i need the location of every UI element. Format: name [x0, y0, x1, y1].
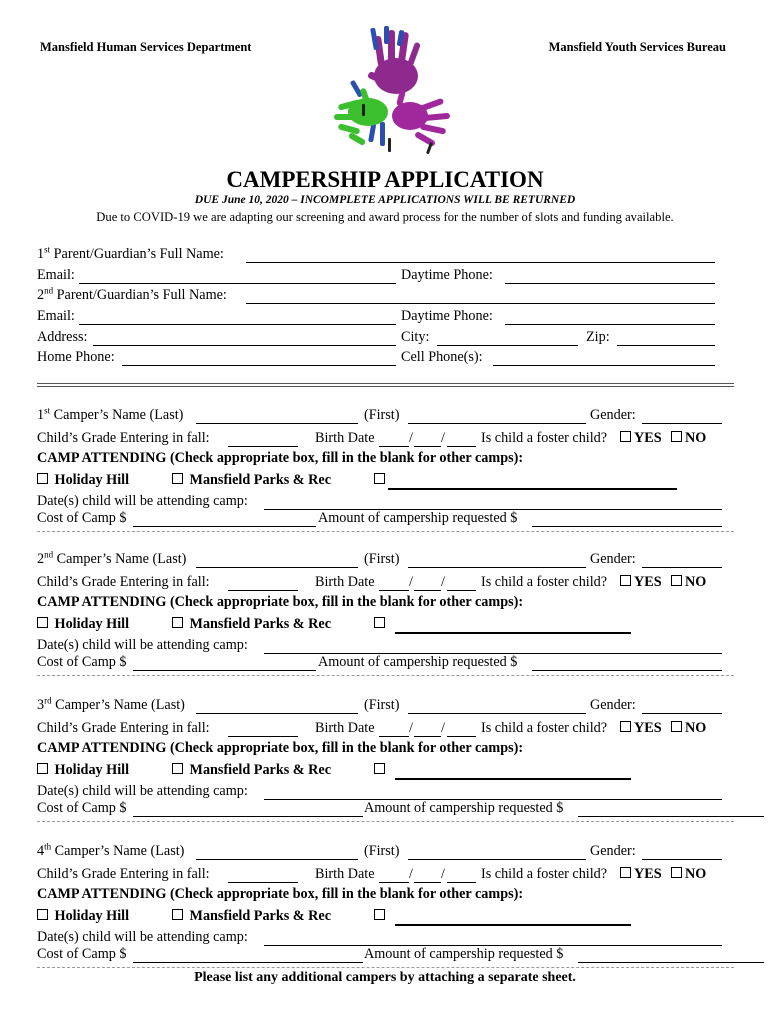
camper-first-name-field[interactable] — [408, 847, 586, 860]
camper-birth-year-field[interactable] — [447, 724, 476, 737]
camper-birth-month-field[interactable] — [379, 578, 409, 591]
camper-num: 3 — [37, 697, 45, 713]
foster-no-option[interactable] — [671, 720, 706, 737]
foster-yes-option[interactable] — [620, 430, 662, 447]
birth-slash: / — [441, 866, 445, 882]
zip-label: Zip: — [586, 329, 610, 345]
parent1-num: 1 — [37, 246, 45, 262]
holiday-hill-option[interactable] — [37, 762, 129, 779]
camper-dates-field[interactable] — [264, 641, 722, 654]
birth-slash: / — [409, 430, 413, 446]
camper-grade-label: Child’s Grade Entering in fall: — [37, 720, 210, 736]
birth-slash: / — [409, 574, 413, 590]
camper-birth-month-field[interactable] — [379, 870, 409, 883]
foster-no-option[interactable] — [671, 430, 706, 447]
camper-last-name-field[interactable] — [196, 701, 358, 714]
yes-label: YES — [634, 430, 662, 446]
camp-attending-label: CAMP ATTENDING (Check appropriate box, fill in the blank for other camps): — [37, 740, 524, 756]
footer-note: Please list any additional campers by attaching a separate sheet. — [194, 970, 576, 985]
camper-grade-label: Child’s Grade Entering in fall: — [37, 866, 210, 882]
section-divider — [37, 383, 734, 387]
email2-label: Email: — [37, 308, 75, 324]
hands-logo — [318, 24, 458, 160]
city-label: City: — [401, 329, 430, 345]
camper-name-row — [37, 697, 185, 714]
other-camp-checkbox[interactable] — [374, 473, 385, 484]
mansfield-parks-option[interactable] — [172, 908, 331, 925]
email1-field[interactable] — [79, 271, 396, 284]
holiday-hill-label: Holiday Hill — [54, 472, 130, 488]
camper-first-name-field[interactable] — [408, 555, 586, 568]
camper-gender-field[interactable] — [642, 701, 722, 714]
camper-name-row — [37, 407, 183, 424]
other-camp-option[interactable] — [374, 616, 388, 633]
email1-label: Email: — [37, 267, 75, 283]
camper-foster-label: Is child a foster child? — [481, 574, 608, 590]
camper-amount-field[interactable] — [578, 804, 764, 817]
yes-label: YES — [634, 866, 662, 882]
other-camp-field[interactable] — [395, 766, 631, 780]
mansfield-parks-label: Mansfield Parks & Rec — [189, 908, 332, 924]
camper-first-label: (First) — [364, 551, 400, 567]
camper-amount-label: Amount of campership requested $ — [318, 510, 518, 526]
yes-label: YES — [634, 574, 662, 590]
camper-dates-label: Date(s) child will be attending camp: — [37, 783, 248, 799]
camper-gender-label: Gender: — [590, 843, 636, 859]
covid-note: Due to COVID-19 we are adapting our screening and award process for the number of slots and funding available. — [96, 210, 674, 224]
camper-birth-day-field[interactable] — [414, 434, 441, 447]
camper-cost-field[interactable] — [133, 658, 316, 671]
camper-name-row — [37, 843, 184, 860]
daytime2-label: Daytime Phone: — [401, 308, 493, 324]
holiday-hill-checkbox[interactable] — [37, 909, 48, 920]
camper-dates-label: Date(s) child will be attending camp: — [37, 929, 248, 945]
due-line: DUE June 10, 2020 – INCOMPLETE APPLICATIONS WILL BE RETURNED — [194, 194, 576, 206]
camper-sup: rd — [44, 695, 52, 706]
foster-no-option[interactable] — [671, 574, 706, 591]
camper-name-label: Camper’s Name (Last) — [55, 697, 185, 713]
no-label: NO — [685, 866, 707, 882]
holiday-hill-checkbox[interactable] — [37, 763, 48, 774]
parent1-row — [37, 246, 224, 263]
camper-name-row — [37, 551, 186, 568]
mansfield-parks-checkbox[interactable] — [172, 763, 183, 774]
header-left: Mansfield Human Services Department — [40, 40, 252, 54]
camper-amount-field[interactable] — [532, 658, 722, 671]
camper-grade-field[interactable] — [228, 724, 298, 737]
camper-cost-label: Cost of Camp $ — [37, 946, 127, 962]
camper-birth-month-field[interactable] — [379, 724, 409, 737]
yes-checkbox[interactable] — [620, 867, 631, 878]
mansfield-parks-checkbox[interactable] — [172, 617, 183, 628]
mansfield-parks-checkbox[interactable] — [172, 909, 183, 920]
camper-amount-label: Amount of campership requested $ — [318, 654, 518, 670]
camper-birth-year-field[interactable] — [447, 434, 476, 447]
camper-first-label: (First) — [364, 843, 400, 859]
camper-separator — [37, 675, 734, 676]
other-camp-option[interactable] — [374, 908, 388, 925]
yes-checkbox[interactable] — [620, 721, 631, 732]
camper-dates-field[interactable] — [264, 787, 722, 800]
camper-name-label: Camper’s Name (Last) — [56, 551, 187, 567]
camper-foster-label: Is child a foster child? — [481, 720, 608, 736]
camper-gender-field[interactable] — [642, 555, 722, 568]
mansfield-parks-option[interactable] — [172, 472, 331, 489]
camper-grade-field[interactable] — [228, 434, 298, 447]
camper-amount-label: Amount of campership requested $ — [364, 946, 564, 962]
camper-first-label: (First) — [364, 407, 400, 423]
other-camp-field[interactable] — [388, 476, 677, 490]
camper-gender-field[interactable] — [642, 411, 722, 424]
camper-birth-day-field[interactable] — [414, 870, 441, 883]
city-field[interactable] — [437, 333, 578, 346]
camper-gender-label: Gender: — [590, 697, 636, 713]
no-label: NO — [685, 430, 707, 446]
holiday-hill-label: Holiday Hill — [54, 908, 130, 924]
camper-sup: nd — [44, 549, 54, 560]
no-checkbox[interactable] — [671, 867, 682, 878]
camp-attending-label: CAMP ATTENDING (Check appropriate box, fill in the blank for other camps): — [37, 450, 524, 466]
camp-attending-label: CAMP ATTENDING (Check appropriate box, fill in the blank for other camps): — [37, 886, 524, 902]
camper-birth-label: Birth Date — [315, 430, 375, 446]
no-checkbox[interactable] — [671, 575, 682, 586]
mansfield-parks-label: Mansfield Parks & Rec — [189, 472, 332, 488]
birth-slash: / — [409, 866, 413, 882]
other-camp-field[interactable] — [395, 620, 631, 634]
camper-first-label: (First) — [364, 697, 400, 713]
mansfield-parks-checkbox[interactable] — [172, 473, 183, 484]
camper-birth-label: Birth Date — [315, 720, 375, 736]
camper-cost-label: Cost of Camp $ — [37, 510, 127, 526]
foster-yes-option[interactable] — [620, 574, 662, 591]
email2-field[interactable] — [79, 312, 396, 325]
home-phone-label: Home Phone: — [37, 349, 115, 365]
daytime1-field[interactable] — [505, 271, 715, 284]
camper-birth-label: Birth Date — [315, 574, 375, 590]
zip-field[interactable] — [617, 333, 715, 346]
foster-no-option[interactable] — [671, 866, 706, 883]
camper-sup: st — [44, 405, 51, 416]
yes-label: YES — [634, 720, 662, 736]
daytime2-field[interactable] — [505, 312, 715, 325]
camper-gender-label: Gender: — [590, 407, 636, 423]
holiday-hill-checkbox[interactable] — [37, 617, 48, 628]
header-right: Mansfield Youth Services Bureau — [548, 40, 726, 54]
camper-cost-field[interactable] — [133, 514, 316, 527]
camper-sup: th — [44, 841, 52, 852]
camper-last-name-field[interactable] — [196, 555, 358, 568]
holiday-hill-label: Holiday Hill — [54, 616, 130, 632]
address-field[interactable] — [93, 333, 396, 346]
no-label: NO — [685, 574, 707, 590]
parent2-name-field[interactable] — [246, 291, 715, 304]
holiday-hill-checkbox[interactable] — [37, 473, 48, 484]
camper-birth-day-field[interactable] — [414, 724, 441, 737]
address-label: Address: — [37, 329, 88, 345]
birth-slash: / — [441, 720, 445, 736]
camper-name-label: Camper’s Name (Last) — [53, 407, 184, 423]
other-camp-checkbox[interactable] — [374, 763, 385, 774]
foster-yes-option[interactable] — [620, 720, 662, 737]
parent1-sup: st — [44, 244, 51, 255]
parent1-name-field[interactable] — [246, 250, 715, 263]
camper-separator — [37, 967, 734, 968]
camper-cost-label: Cost of Camp $ — [37, 800, 127, 816]
camper-cost-field[interactable] — [133, 950, 363, 963]
mansfield-parks-option[interactable] — [172, 616, 331, 633]
camper-gender-label: Gender: — [590, 551, 636, 567]
parent2-sup: nd — [44, 285, 54, 296]
yes-checkbox[interactable] — [620, 575, 631, 586]
page-title: CAMPERSHIP APPLICATION — [226, 167, 544, 192]
holiday-hill-label: Holiday Hill — [54, 762, 130, 778]
camper-grade-field[interactable] — [228, 870, 298, 883]
cell-phone-field[interactable] — [493, 353, 715, 366]
birth-slash: / — [409, 720, 413, 736]
camper-foster-label: Is child a foster child? — [481, 430, 608, 446]
cell-phone-label: Cell Phone(s): — [401, 349, 483, 365]
camper-amount-field[interactable] — [532, 514, 722, 527]
camper-birth-day-field[interactable] — [414, 578, 441, 591]
camper-grade-field[interactable] — [228, 578, 298, 591]
camper-grade-label: Child’s Grade Entering in fall: — [37, 574, 210, 590]
camper-birth-year-field[interactable] — [447, 578, 476, 591]
camper-grade-label: Child’s Grade Entering in fall: — [37, 430, 210, 446]
camper-gender-field[interactable] — [642, 847, 722, 860]
daytime1-label: Daytime Phone: — [401, 267, 493, 283]
birth-slash: / — [441, 574, 445, 590]
no-label: NO — [685, 720, 707, 736]
parent2-label: Parent/Guardian’s Full Name: — [56, 287, 227, 303]
camper-cost-label: Cost of Camp $ — [37, 654, 127, 670]
camper-num: 2 — [37, 551, 45, 567]
camper-birth-month-field[interactable] — [379, 434, 409, 447]
camper-foster-label: Is child a foster child? — [481, 866, 608, 882]
camper-name-label: Camper’s Name (Last) — [54, 843, 185, 859]
other-camp-checkbox[interactable] — [374, 617, 385, 628]
camper-birth-label: Birth Date — [315, 866, 375, 882]
yes-checkbox[interactable] — [620, 431, 631, 442]
camper-cost-field[interactable] — [133, 804, 363, 817]
camper-first-name-field[interactable] — [408, 701, 586, 714]
camper-last-name-field[interactable] — [196, 847, 358, 860]
camper-amount-label: Amount of campership requested $ — [364, 800, 564, 816]
holiday-hill-option[interactable] — [37, 472, 129, 489]
other-camp-checkbox[interactable] — [374, 909, 385, 920]
camper-birth-year-field[interactable] — [447, 870, 476, 883]
holiday-hill-option[interactable] — [37, 908, 129, 925]
mansfield-parks-label: Mansfield Parks & Rec — [189, 762, 332, 778]
holiday-hill-option[interactable] — [37, 616, 129, 633]
parent2-row — [37, 287, 227, 304]
birth-slash: / — [441, 430, 445, 446]
other-camp-option[interactable] — [374, 472, 388, 489]
camper-dates-label: Date(s) child will be attending camp: — [37, 493, 248, 509]
camper-dates-label: Date(s) child will be attending camp: — [37, 637, 248, 653]
foster-yes-option[interactable] — [620, 866, 662, 883]
camper-separator — [37, 821, 734, 822]
camper-amount-field[interactable] — [578, 950, 764, 963]
other-camp-field[interactable] — [395, 912, 631, 926]
camper-num: 4 — [37, 843, 45, 859]
camper-last-name-field[interactable] — [196, 411, 358, 424]
camper-dates-field[interactable] — [264, 497, 722, 510]
camper-first-name-field[interactable] — [408, 411, 586, 424]
home-phone-field[interactable] — [122, 353, 396, 366]
camp-attending-label: CAMP ATTENDING (Check appropriate box, fill in the blank for other camps): — [37, 594, 524, 610]
no-checkbox[interactable] — [671, 431, 682, 442]
mansfield-parks-option[interactable] — [172, 762, 331, 779]
parent1-label: Parent/Guardian’s Full Name: — [53, 246, 224, 262]
parent2-num: 2 — [37, 287, 45, 303]
other-camp-option[interactable] — [374, 762, 388, 779]
camper-separator — [37, 531, 734, 532]
no-checkbox[interactable] — [671, 721, 682, 732]
camper-num: 1 — [37, 407, 45, 423]
mansfield-parks-label: Mansfield Parks & Rec — [189, 616, 332, 632]
camper-dates-field[interactable] — [264, 933, 722, 946]
